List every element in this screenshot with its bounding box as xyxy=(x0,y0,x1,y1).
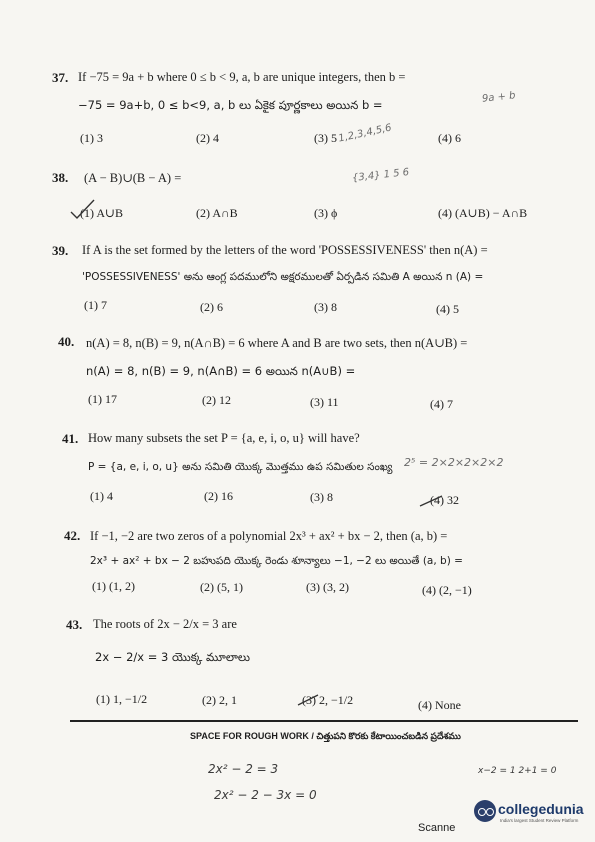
question-text-te: P = {a, e, i, o, u} అను సమితి యొక్క మొత్తము ఉప సమితుల సంఖ్య xyxy=(88,461,393,473)
brand-logo-text: collegedunia xyxy=(498,801,584,817)
handwritten-work: 2x² − 2 = 3 xyxy=(208,762,279,776)
handwritten-work: 2x² − 2 − 3x = 0 xyxy=(214,788,317,802)
answer-strike-mark xyxy=(418,494,444,508)
option-4: (4) 5 xyxy=(436,302,459,316)
answer-strike-mark xyxy=(296,693,320,707)
option-2: (2) 4 xyxy=(196,131,219,145)
question-number: 43. xyxy=(66,617,83,632)
option-2: (2) 12 xyxy=(202,393,231,407)
question-text-te: 2x³ + ax² + bx − 2 బహుపది యొక్క రెండు శూన్యాలు −1, −2 లు అయితే (a, b) = xyxy=(90,555,463,567)
option-4: (4) 6 xyxy=(438,131,461,145)
divider-line xyxy=(70,720,578,722)
question-number: 37. xyxy=(52,70,69,85)
handwritten-note: {3,4} 1 5 6 xyxy=(351,167,410,184)
question-text-en: If A is the set formed by the letters of the word 'POSSESSIVENESS' then n(A) = xyxy=(82,243,488,257)
question-text-en: If −1, −2 are two zeros of a polynomial 2x³ + ax² + bx − 2, then (a, b) = xyxy=(90,529,448,543)
option-3: (3) 8 xyxy=(310,490,333,504)
option-3: (3) 5 xyxy=(314,131,337,145)
option-4: (4) 32 xyxy=(430,493,459,507)
question-text-te: 'POSSESSIVENESS' అను ఆంగ్ల పదములోని అక్షరములతో ఏర్పడిన సమితి A అయిన n (A) = xyxy=(82,271,484,283)
question-text-te: −75 = 9a+b, 0 ≤ b<9, a, b లు ఏకైక పూర్ణకాలు అయిన b = xyxy=(78,98,383,112)
option-3: (3) ϕ xyxy=(314,206,338,220)
handwritten-note: 9a + b xyxy=(481,90,517,105)
question-text-en: The roots of 2x − 2/x = 3 are xyxy=(93,617,237,631)
option-1: (1) 4 xyxy=(90,489,113,503)
question-text-en: n(A) = 8, n(B) = 9, n(A∩B) = 6 where A and B are two sets, then n(A∪B) = xyxy=(86,336,468,350)
option-4: (4) 7 xyxy=(430,397,453,411)
question-text-te: n(A) = 8, n(B) = 9, n(A∩B) = 6 అయిన n(A∪B) = xyxy=(86,364,356,378)
rough-work-heading: SPACE FOR ROUGH WORK / చిత్తుపని కొరకు కేటాయించబడిన ప్రదేశము xyxy=(190,731,461,741)
option-2: (2) (5, 1) xyxy=(200,580,243,594)
option-1: (1) 3 xyxy=(80,131,103,145)
option-3: (3) 8 xyxy=(314,300,337,314)
option-4: (4) None xyxy=(418,698,461,712)
question-number: 38. xyxy=(52,170,69,185)
question-text-en: If −75 = 9a + b where 0 ≤ b < 9, a, b are unique integers, then b = xyxy=(78,70,406,84)
option-3: (3) 2, −1/2 xyxy=(302,693,354,707)
option-2: (2) 16 xyxy=(204,489,233,503)
question-number: 40. xyxy=(58,334,75,349)
option-1: (1) (1, 2) xyxy=(92,579,135,593)
handwritten-note: 2⁵ = 2×2×2×2×2 xyxy=(404,456,504,469)
scan-label: Scanne xyxy=(418,822,456,834)
mascot-icon xyxy=(474,800,496,822)
question-text-en: How many subsets the set P = {a, e, i, o, u} will have? xyxy=(88,431,360,445)
question-number: 39. xyxy=(52,243,69,258)
option-1: (1) 1, −1/2 xyxy=(96,692,148,706)
option-3: (3) (3, 2) xyxy=(306,580,349,594)
brand-tagline: India's largest Student Review Platform xyxy=(500,818,579,823)
option-4: (4) (2, −1) xyxy=(422,583,472,597)
handwritten-work: x−2 = 1 2+1 = 0 xyxy=(478,766,557,776)
option-1: (1) 7 xyxy=(84,298,107,312)
option-2: (2) A∩B xyxy=(196,206,238,220)
option-1: (1) 17 xyxy=(88,392,117,406)
option-3: (3) 11 xyxy=(310,395,339,409)
answer-tick-mark xyxy=(68,198,98,222)
handwritten-note: 1,2,3,4,5,6 xyxy=(337,122,393,145)
option-2: (2) 6 xyxy=(200,300,223,314)
question-number: 41. xyxy=(62,431,79,446)
option-2: (2) 2, 1 xyxy=(202,693,237,707)
question-text-en: (A − B)∪(B − A) = xyxy=(84,171,182,185)
option-4: (4) (A∪B) − A∩B xyxy=(438,206,528,220)
question-number: 42. xyxy=(64,528,81,543)
option-1: (1) A∪B xyxy=(80,206,124,220)
question-text-te: 2x − 2/x = 3 యొక్క మూలాలు xyxy=(95,650,250,664)
